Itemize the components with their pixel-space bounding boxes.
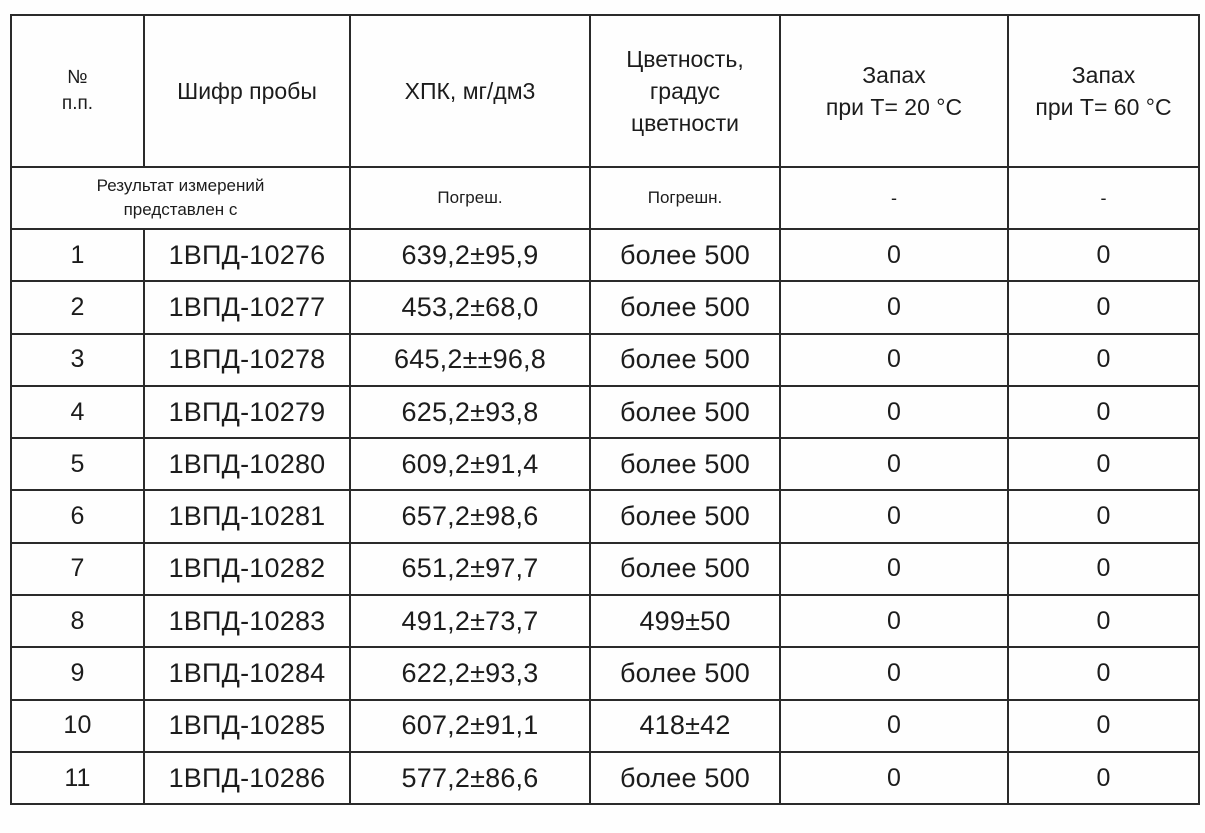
- cell-cod: 609,2±91,4: [350, 438, 590, 490]
- header-color: Цветность, градус цветности: [590, 15, 780, 167]
- cell-odor-60: 0: [1008, 386, 1199, 438]
- subheader-result-label: Результат измерений представлен с: [11, 167, 350, 229]
- table-row: [11, 700, 1199, 752]
- cell-sample-code: 1ВПД-10279: [144, 386, 350, 438]
- cell-odor-60: 0: [1008, 752, 1199, 804]
- cell-odor-60: 0: [1008, 543, 1199, 595]
- cell-sample-code: 1ВПД-10284: [144, 647, 350, 699]
- cell-num: 7: [11, 543, 144, 595]
- subheader-odor-20: -: [780, 167, 1008, 229]
- header-row: [11, 15, 1199, 167]
- cell-num: 4: [11, 386, 144, 438]
- cell-num: 2: [11, 281, 144, 333]
- cell-color: 418±42: [590, 700, 780, 752]
- cell-color: более 500: [590, 281, 780, 333]
- cell-odor-20: 0: [780, 281, 1008, 333]
- cell-odor-60: 0: [1008, 647, 1199, 699]
- cell-odor-60: 0: [1008, 490, 1199, 542]
- cell-sample-code: 1ВПД-10277: [144, 281, 350, 333]
- cell-color: более 500: [590, 386, 780, 438]
- cell-cod: 577,2±86,6: [350, 752, 590, 804]
- cell-odor-20: 0: [780, 752, 1008, 804]
- cell-num: 10: [11, 700, 144, 752]
- cell-color: более 500: [590, 752, 780, 804]
- cell-num: 1: [11, 229, 144, 281]
- results-table: [10, 14, 1200, 805]
- subheader-color-error: Погрешн.: [590, 167, 780, 229]
- subheader-odor-60: -: [1008, 167, 1199, 229]
- cell-odor-20: 0: [780, 700, 1008, 752]
- cell-sample-code: 1ВПД-10281: [144, 490, 350, 542]
- cell-odor-20: 0: [780, 595, 1008, 647]
- table-row: [11, 543, 1199, 595]
- header-odor-20: Запах при Т= 20 °С: [780, 15, 1008, 167]
- cell-num: 11: [11, 752, 144, 804]
- cell-cod: 625,2±93,8: [350, 386, 590, 438]
- cell-sample-code: 1ВПД-10276: [144, 229, 350, 281]
- cell-odor-20: 0: [780, 490, 1008, 542]
- table-row: [11, 647, 1199, 699]
- cell-odor-60: 0: [1008, 281, 1199, 333]
- cell-odor-20: 0: [780, 229, 1008, 281]
- cell-odor-20: 0: [780, 386, 1008, 438]
- header-cod: ХПК, мг/дм3: [350, 15, 590, 167]
- subheader-cod-error: Погреш.: [350, 167, 590, 229]
- cell-num: 3: [11, 334, 144, 386]
- header-num: № п.п.: [11, 15, 144, 167]
- header-odor-60: Запах при Т= 60 °С: [1008, 15, 1199, 167]
- cell-color: более 500: [590, 438, 780, 490]
- cell-sample-code: 1ВПД-10282: [144, 543, 350, 595]
- cell-cod: 645,2±±96,8: [350, 334, 590, 386]
- cell-odor-20: 0: [780, 438, 1008, 490]
- cell-odor-60: 0: [1008, 334, 1199, 386]
- cell-odor-60: 0: [1008, 700, 1199, 752]
- cell-num: 9: [11, 647, 144, 699]
- cell-cod: 491,2±73,7: [350, 595, 590, 647]
- cell-cod: 453,2±68,0: [350, 281, 590, 333]
- cell-cod: 639,2±95,9: [350, 229, 590, 281]
- results-body: [11, 229, 1199, 804]
- subheader-row: [11, 167, 1199, 229]
- cell-sample-code: 1ВПД-10285: [144, 700, 350, 752]
- header-sample-code: Шифр пробы: [144, 15, 350, 167]
- table-row: [11, 281, 1199, 333]
- cell-color: более 500: [590, 543, 780, 595]
- cell-odor-20: 0: [780, 543, 1008, 595]
- cell-color: более 500: [590, 647, 780, 699]
- table-row: [11, 595, 1199, 647]
- cell-odor-60: 0: [1008, 229, 1199, 281]
- table-row: [11, 438, 1199, 490]
- cell-cod: 622,2±93,3: [350, 647, 590, 699]
- cell-odor-20: 0: [780, 647, 1008, 699]
- cell-num: 6: [11, 490, 144, 542]
- cell-cod: 607,2±91,1: [350, 700, 590, 752]
- cell-odor-60: 0: [1008, 438, 1199, 490]
- cell-color: 499±50: [590, 595, 780, 647]
- cell-sample-code: 1ВПД-10286: [144, 752, 350, 804]
- table-row: [11, 490, 1199, 542]
- cell-color: более 500: [590, 490, 780, 542]
- cell-num: 5: [11, 438, 144, 490]
- cell-odor-20: 0: [780, 334, 1008, 386]
- cell-sample-code: 1ВПД-10280: [144, 438, 350, 490]
- table-row: [11, 752, 1199, 804]
- cell-num: 8: [11, 595, 144, 647]
- cell-color: более 500: [590, 334, 780, 386]
- table-row: [11, 334, 1199, 386]
- cell-cod: 651,2±97,7: [350, 543, 590, 595]
- cell-cod: 657,2±98,6: [350, 490, 590, 542]
- cell-sample-code: 1ВПД-10278: [144, 334, 350, 386]
- cell-color: более 500: [590, 229, 780, 281]
- table-row: [11, 229, 1199, 281]
- table-row: [11, 386, 1199, 438]
- cell-sample-code: 1ВПД-10283: [144, 595, 350, 647]
- cell-odor-60: 0: [1008, 595, 1199, 647]
